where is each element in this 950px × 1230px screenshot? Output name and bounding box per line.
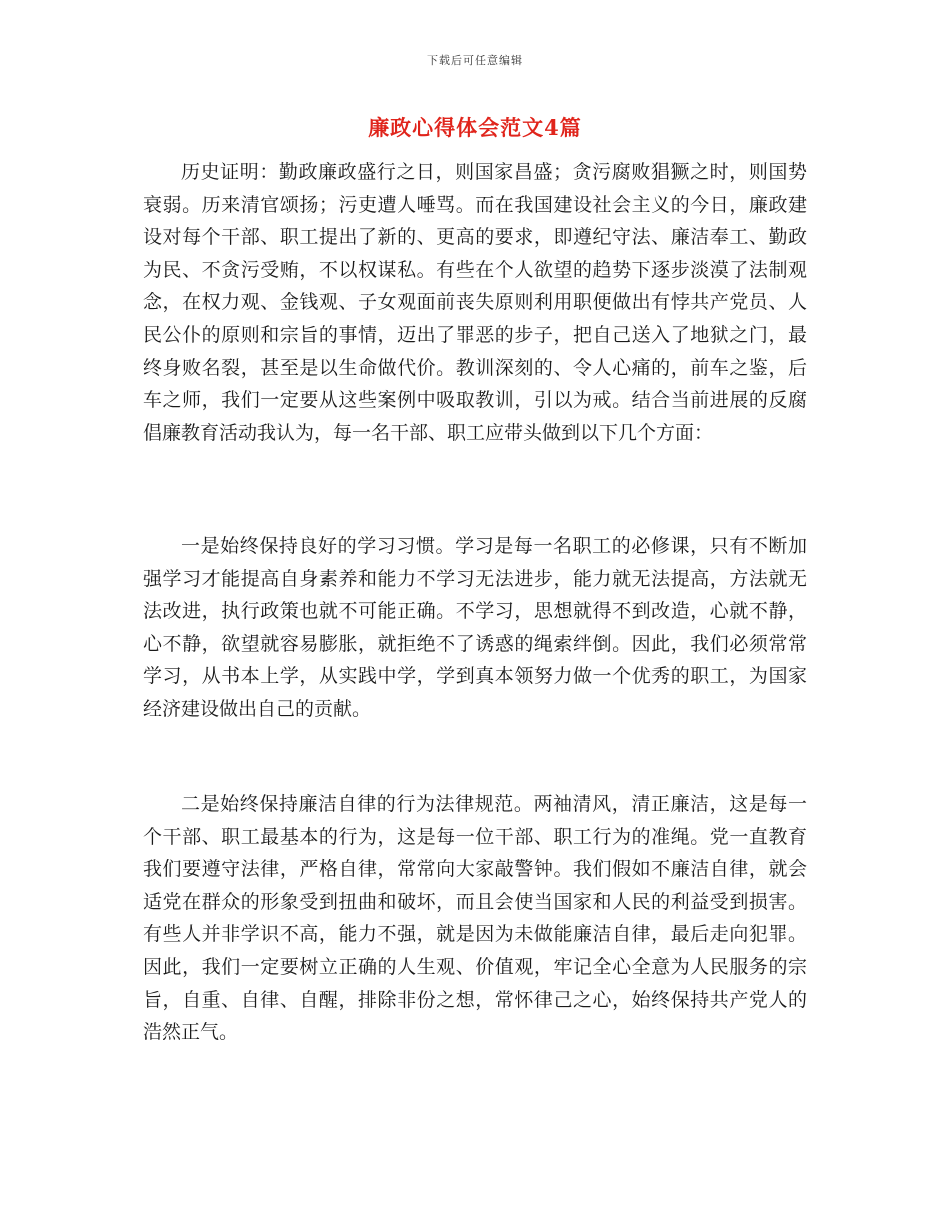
paragraph-text: 二是始终保持廉洁自律的行为法律规范。两袖清风，清正廉洁，这是每一个干部、职工最基本的行为，这是每一位干部、职工行为的准绳。党一直教育我们要遵守法律，严格自律，常常向大家敲警钟。我们假如不廉洁自律，就会适党在群众的形象受到扭曲和破坏，而且会使当国家和人民的利益受到损害。有些人并非学识不高，能力不强，就是因为未做能廉洁自律，最后走向犯罪。因此，我们一定要树立正确的人生观、价值观，牢记全心全意为人民服务的宗旨，自重、自律、自醒，排除非份之想，常怀律己之心，始终保持共产党人的浩然正气。	[143, 793, 807, 1044]
paragraph-intro	[143, 156, 807, 449]
document-title: 廉政心得体会范文4篇	[368, 115, 582, 140]
paragraph-text: 一是始终保持良好的学习习惯。学习是每一名职工的必修课，只有不断加强学习才能提高自身素养和能力不学习无法进步，能力就无法提高，方法就无法改进，执行政策也就不可能正确。不学习，思想就得不到改造，心就不静，心不静，欲望就容易膨胀，就拒绝不了诱惑的绳索绊倒。因此，我们必须常常学习，从书本上学，从实践中学，学到真本领努力做一个优秀的职工，为国家经济建设做出自己的贡献。	[143, 535, 807, 720]
paragraph-self-discipline	[143, 788, 807, 1049]
header-note: 下载后可任意编辑	[427, 54, 523, 67]
paragraph-learning	[143, 530, 807, 726]
paragraph-text: 历史证明：勤政廉政盛行之日，则国家昌盛；贪污腐败猖獗之时，则国势衰弱。历来清官颂扬；污吏遭人唾骂。而在我国建设社会主义的今日，廉政建设对每个干部、职工提出了新的、更高的要求，即遵纪守法、廉洁奉工、勤政为民、不贪污受贿，不以权谋私。有些在个人欲望的趋势下逐步淡漠了法制观念，在权力观、金钱观、子女观面前丧失原则利用职便做出有悖共产党员、人民公仆的原则和宗旨的事情，迈出了罪恶的步子，把自己送入了地狱之门，最终身败名裂，甚至是以生命做代价。教训深刻的、令人心痛的，前车之鉴，后车之师，我们一定要从这些案例中吸取教训，引以为戒。结合当前进展的反腐倡廉教育活动我认为，每一名干部、职工应带头做到以下几个方面：	[143, 161, 807, 444]
